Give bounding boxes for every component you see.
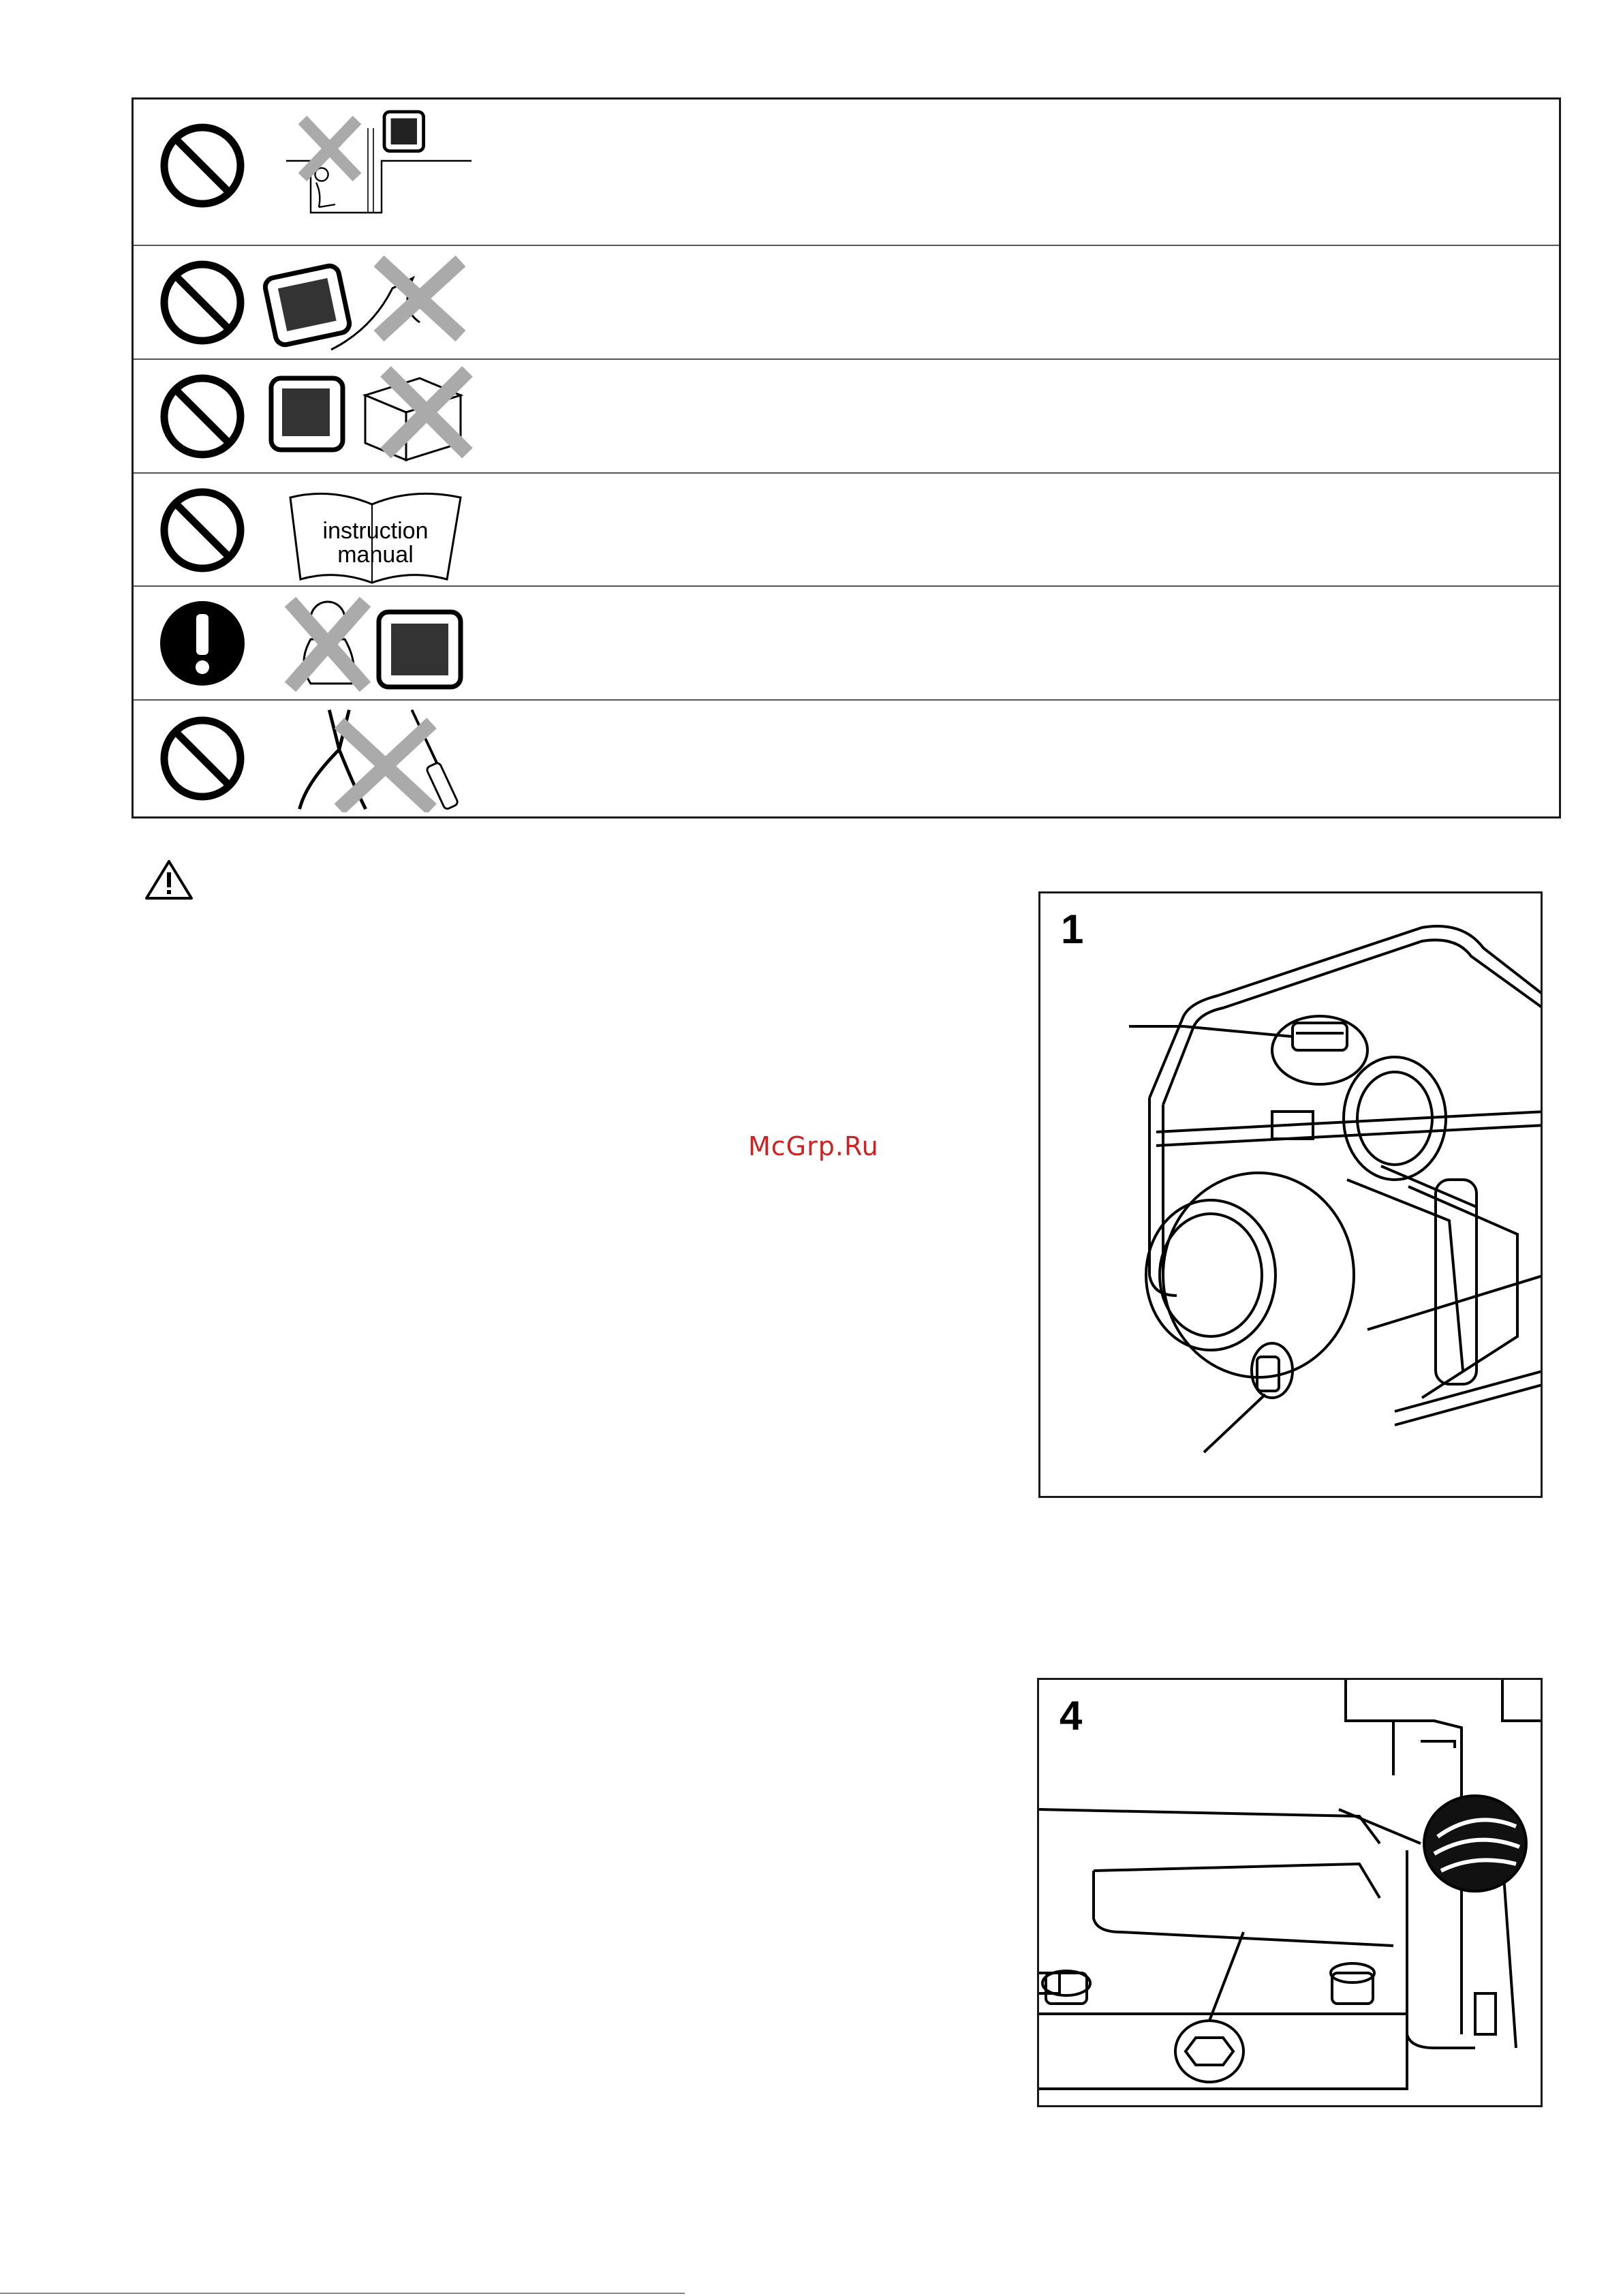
warning-row: [134, 100, 1559, 245]
figure-1: [1038, 891, 1543, 1498]
prohibition-icon: [158, 121, 247, 210]
mandatory-icon: [158, 599, 247, 688]
manual-label-line2: manual: [337, 542, 414, 568]
figure-number: 4: [1060, 1693, 1083, 1739]
warning-triangle-icon: [144, 859, 194, 901]
prohibition-icon: [158, 486, 247, 575]
figure-4: [1037, 1678, 1543, 2107]
figure-number: 1: [1061, 906, 1084, 952]
warning-row: [134, 358, 1559, 472]
warning-row: [134, 585, 1559, 699]
warnings-table: [132, 97, 1561, 818]
warning-row: [134, 245, 1559, 358]
pump-covered-by-box-icon: [263, 361, 495, 470]
warning-row: [134, 699, 1559, 816]
pliers-screwdriver-icon: [263, 703, 495, 812]
engine-oil-filler-cap-drawing: [1039, 1680, 1543, 2107]
warning-row: [134, 472, 1559, 585]
prohibition-icon: [158, 258, 247, 347]
pump-in-enclosed-pit-with-person-icon: [263, 106, 495, 215]
instruction-manual-icon: [263, 480, 495, 590]
pump-filler-cap-and-drain-plug-drawing: [1040, 893, 1543, 1498]
prohibition-icon: [158, 372, 247, 461]
manual-label-line1: instruction: [322, 518, 429, 544]
watermark: McGrp.Ru: [748, 1131, 879, 1161]
pump-touching-hand-icon: [263, 247, 495, 356]
prohibition-icon: [158, 714, 247, 803]
child-near-pump-icon: [263, 588, 495, 697]
footer-rule: [0, 2293, 685, 2294]
